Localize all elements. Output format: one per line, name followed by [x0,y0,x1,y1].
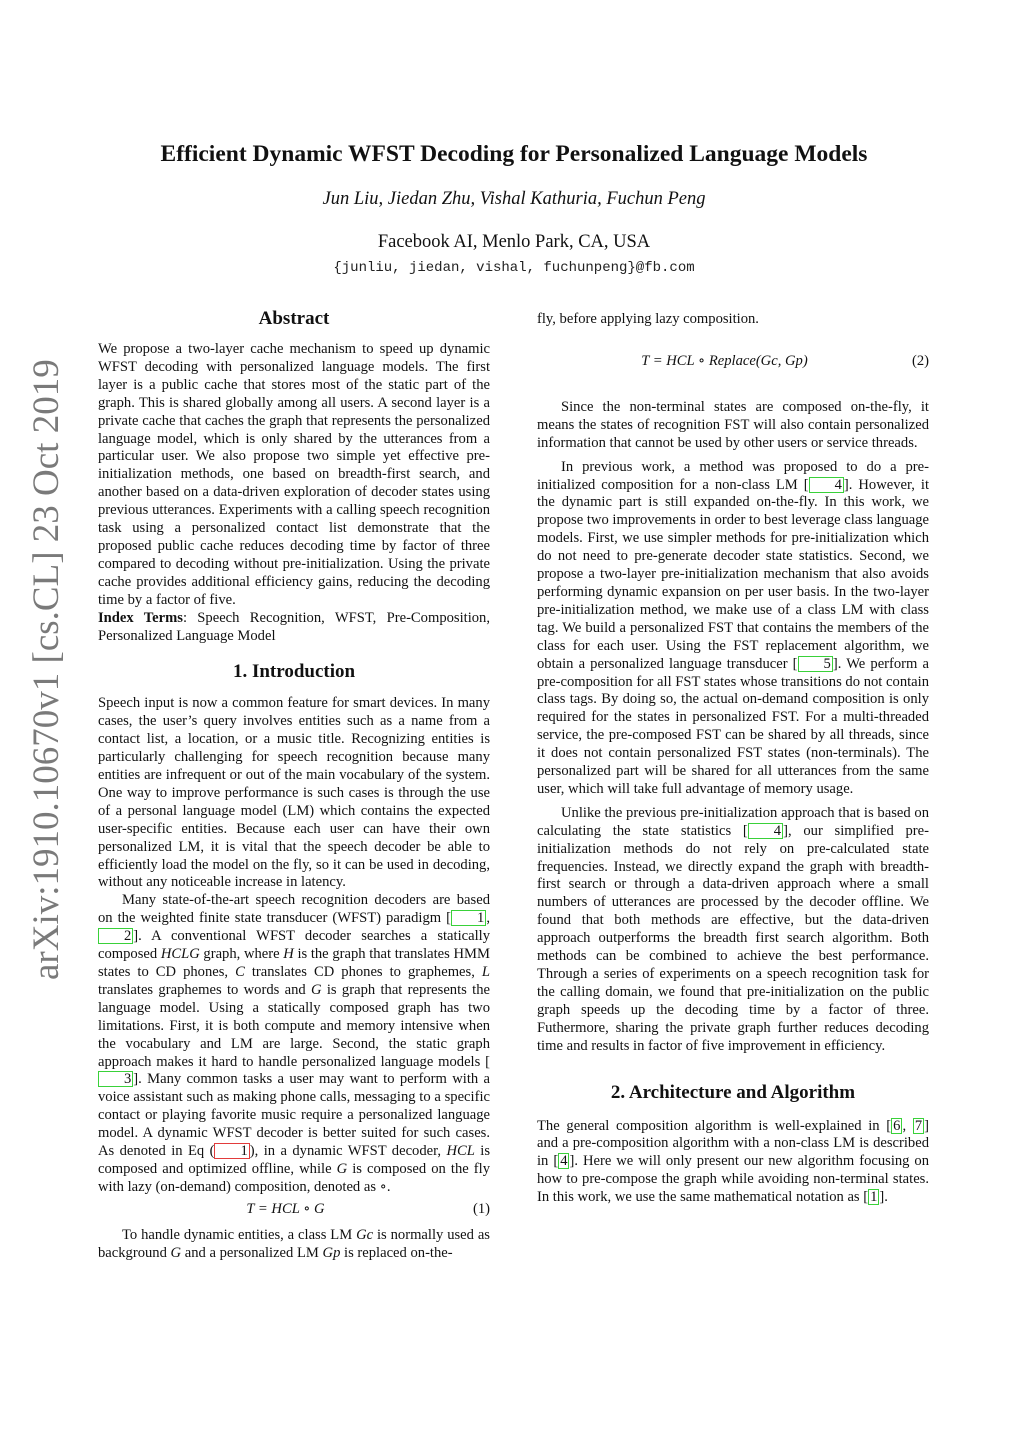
citation-link[interactable]: 1 [451,910,486,926]
citation-link[interactable]: 7 [914,1117,923,1134]
equation-2-body: T = HCL ∘ Replace(Gc, Gp) [641,352,808,369]
citation-link[interactable]: 1 [870,1189,878,1206]
citation-link[interactable]: 2 [98,928,133,944]
right-paragraph-0: fly, before applying lazy composition. [537,311,759,327]
citation-link[interactable]: 3 [98,1071,133,1087]
right-paragraph-1: Since the non-terminal states are composed on-the-fly, it means the states of recognition FST will also contain personalized information that cannot be used by other users or service threads. [537,398,929,451]
citation-link[interactable]: 6 [893,1117,901,1134]
section-2-heading: 2. Architecture and Algorithm [610,1081,856,1103]
intro-paragraph-3: To handle dynamic entities, a class LM Gc is normally used as background G and a personalized LM Gp is replaced on-the- [98,1226,490,1261]
right-paragraph-3: Unlike the previous pre-initialization approach that is based on calculating the state statistics [ 4 ], our simplified pre-initialization methods do not rely on pre-calculated state frequencies. Instead, we directly expand the graph with breadth-first search or through a data-driven approach where a small numbers of utterances are processed by the decoder offline. We found that both methods are effective, but the data-driven approach outperforms the breadth first search algorithm. Both methods can be combined to achieve the best performance. Through a series of experiments on a speech recognition task for the calling domain, we found that pre-initialization on the public graph speeds up the decoding time by a factor of three. Futhermore, sharing the private graph further reduces decoding time and results in factor of five improvement in efficiency. [537,804,929,1054]
right-paragraph-2: In previous work, a method was proposed to do a pre-initialized composition for a non-class LM [ 4 ]. However, it the dynamic part is still expanded on-the-fly. In this work, we propose two improvements in order to best leverage class language models. First, we use simpler methods for pre-initialization which do not need to pre-generate decoder state statistics. Second, we propose a two-layer pre-initialization mechanism that also avoids performing dynamic expansion on per user basis. In the two-layer pre-initialization method, we make use of a class LM with class tag. We build a personalized FST that contains the members of the class for each user. Using the FST replacement algorithm, we obtain a personalized language transducer [ 5 ]. We perform a pre-composition for all FST states whose transitions do not contain class tags. By doing so, the actual on-demand composition is only required for the states in personalized FST. For a multi-threaded service, the pre-composed FST can be shared by all threads, since it does not contain personalized FST states (non-terminals). The personalized part will be shared for all utterances from the same user, which will take full advantage of memory usage. [537,458,929,797]
equation-1 [98,1197,490,1223]
paper-authors: Jun Liu, Jiedan Zhu, Vishal Kathuria, Fuchun Peng [322,189,706,209]
equation-2 [537,349,929,375]
intro-paragraph-2: Many state-of-the-art speech recognition decoders are based on the weighted finite state transducer (WFST) paradigm [ 1 , 2 ]. A conventional WFST decoder searches a statically composed HCLG graph, where H is the graph that translates HMM states to CD phones, C translates CD phones to graphemes, L translates graphemes to words and G is graph that represents the language model. Using a statically composed graph has two limitations. First, it is both compute and memory intensive when the vocabulary and LM are large. Second, the static graph approach makes it hard to handle personalized language models [3 ]. Many common tasks a user may want to perform with a voice assistant such as making phone calls, messaging to a specific contact or playing favorite music require a personalized language model. A dynamic WFST decoder is better suited for such cases. As denoted in Eq ( 1 ), in a dynamic WFST decoder, HCL is composed and optimized offline, while G is composed on the fly with lazy (on-demand) composition, denoted as ∘. [98,892,490,1195]
arxiv-sidebar-stamp: arXiv:1910.10670v1 [cs.CL] 23 Oct 2019 [26,359,67,980]
paper-title: Efficient Dynamic WFST Decoding for Personalized Language Models [160,141,868,167]
citation-link[interactable]: 4 [809,477,844,493]
citation-link[interactable]: 4 [560,1153,568,1170]
equation-1-body: T = HCL ∘ G [246,1200,325,1217]
intro-heading: 1. Introduction [232,661,356,683]
abstract-heading: Abstract [258,308,330,329]
index-terms: : Speech Recognition, WFST, Pre-Composition, Personalized Language Model [98,609,490,644]
citation-link[interactable]: 5 [798,656,833,672]
intro-paragraph-1: Speech input is now a common feature for smart devices. In many cases, the user’s query involves entities such as a name from a contact list, a location, or a music title. Recognizing entities is particularly challenging for speech recognition because many entities are infrequent or out of the main vocabulary of the system. One way to improve performance is such cases is through the use of a personal language model (LM) which contains the expected user-specific entities. Because each user can have their own personalized LM, it is vital that the speech decoder be able to efficiently load the model on the fly, so it can be used in decoding, without any noticeable increase in latency. [98,695,490,891]
index-terms-label: Index Terms [98,609,183,626]
paper-email: {junliu, jiedan, vishal, fuchunpeng}@fb.com [333,260,695,276]
paper-affiliation: Facebook AI, Menlo Park, CA, USA [377,232,651,252]
abstract-body: We propose a two-layer cache mechanism to speed up dynamic WFST decoding with personalized language models. The first layer is a public cache that stores most of the static part of the graph. This is shared globally among all users. A second layer is a private cache that caches the graph that represents the personalized language model, which is only shared by the utterances from a particular user. We also propose two simple yet effective pre-initialization methods, one based on breadth-first search, and another based on a data-driven exploration of decoder states using previous utterances. Experiments with a calling speech recognition task using a personalized contact list demonstrate that the proposed public cache reduces decoding time by factor of three compared to decoding without pre-initialization. Using the private cache provides additional efficiency gains, reducing the decoding time by a factor of five. [98,341,490,608]
equation-link[interactable]: 1 [214,1143,249,1159]
left-column [98,305,490,1263]
equation-2-number: (2) [911,352,929,369]
citation-link[interactable]: 4 [748,823,783,839]
abstract-text [98,341,490,645]
right-column [537,311,929,1207]
section-2-paragraph-1: The general composition algorithm is well-explained in [ 6 , 7 ] and a pre-composition algorithm with a non-class LM is described in [ 4 ]. Here we will only present our new algorithm focusing on how to pre-compose the graph while avoiding non-terminal states. In this work, we use the same mathematical notation as [ 1 ]. [537,1117,930,1206]
equation-1-number: (1) [472,1200,490,1217]
